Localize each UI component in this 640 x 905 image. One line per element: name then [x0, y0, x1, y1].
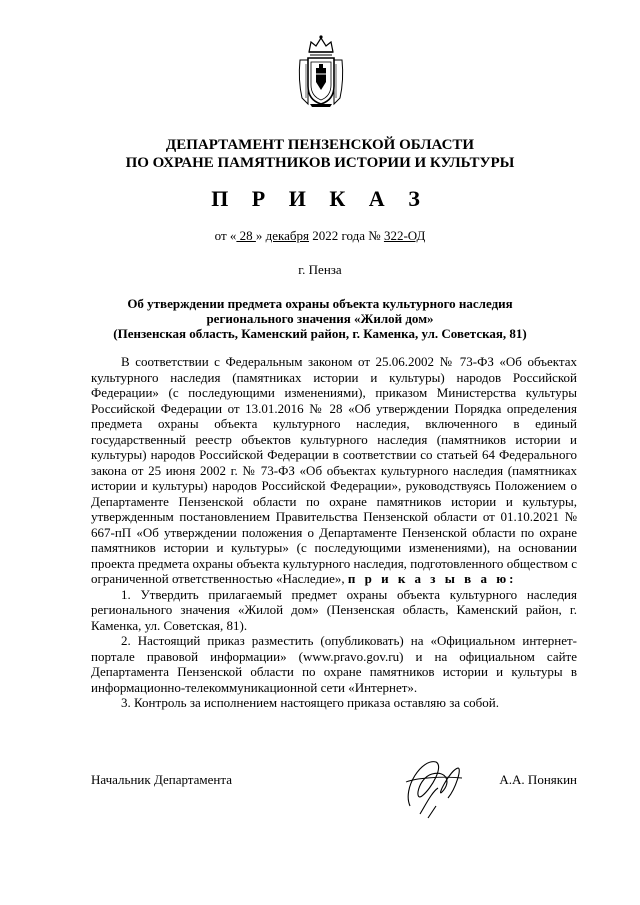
signer-name: А.А. Понякин: [499, 772, 577, 787]
order-item-3: 3. Контроль за исполнением настоящего приказа оставляю за собой.: [121, 695, 499, 710]
date-prefix: от «: [214, 228, 237, 243]
date-month: декабря: [265, 228, 310, 243]
department-line-1: ДЕПАРТАМЕНТ ПЕНЗЕНСКОЙ ОБЛАСТИ: [165, 137, 475, 153]
order-item-2: 2. Настоящий приказ разместить (опубликовать) на «Официальном интернет-портале правовой информации» (www.pravo.gov.ru) и на официальном сайте Департамента Пензенской области по охране памятников истории и культуры в информационно-телекоммуникационной сети «Интернет».: [91, 633, 577, 695]
department-title: [0, 136, 640, 172]
city: г. Пенза: [298, 262, 342, 277]
date-year: 2022 года №: [309, 228, 384, 243]
preamble-text: В соответствии с Федеральным законом от 25.06.2002 № 73-ФЗ «Об объектах культурного наследия (памятниках истории и культуры) народов Российской Федерации» (с последующими изменениями), приказом Министерства культуры Российской Федерации от 13.01.2016 № 28 «Об утверждении Порядка определения предмета охраны объекта культурного наследия, включенного в единый государственный реестр объектов культурного наследия (памятников истории и культуры) народов Российской Федерации в соответствии со статьей 64 Федерального закона от 25 июня 2002 г. № 73-ФЗ «Об объектах культурного наследия (памятниках истории и культуры) народов Российской Федерации», руководствуясь Положением о Департаменте Пензенской области по охране памятников истории и культуры, утвержденным постановлением Правительства Пензенской области от 01.10.2021 № 667-пП «Об утверждении положения о Департаменте Пензенской области по охране памятников истории и культуры» (с последующими изменениями), на основании проекта предмета охраны объекта культурного наследия, подготовленного обществом с ограниченной ответственностью «Наследие»,: [91, 354, 577, 586]
document-type-title: П Р И К А З: [211, 186, 429, 211]
order-body: [91, 354, 577, 711]
order-number: 322-ОД: [383, 228, 426, 243]
subject-line-2: регионального значения «Жилой дом»: [206, 311, 434, 326]
signer-position: Начальник Департамента: [91, 772, 232, 787]
subject-line-3: (Пензенская область, Каменский район, г. Каменка, ул. Советская, 81): [113, 326, 527, 341]
order-keyword: п р и к а з ы в а ю:: [347, 571, 517, 586]
handwritten-signature: [392, 748, 472, 828]
coat-of-arms-icon: [296, 34, 346, 108]
order-item-1: 1. Утвердить прилагаемый предмет охраны объекта культурного наследия регионального значения «Жилой дом» (Пензенская область, Каменский район, г. Каменка, ул. Советская, 81).: [91, 586, 577, 633]
date-day: 28: [236, 228, 256, 243]
preamble-paragraph: [91, 354, 577, 587]
date-number-line: [0, 228, 640, 244]
department-line-2: ПО ОХРАНЕ ПАМЯТНИКОВ ИСТОРИИ И КУЛЬТУРЫ: [125, 155, 515, 171]
date-mid: »: [255, 228, 266, 243]
subject-line-1: Об утверждении предмета охраны объекта культурного наследия: [127, 296, 513, 311]
order-subject: [110, 296, 530, 341]
